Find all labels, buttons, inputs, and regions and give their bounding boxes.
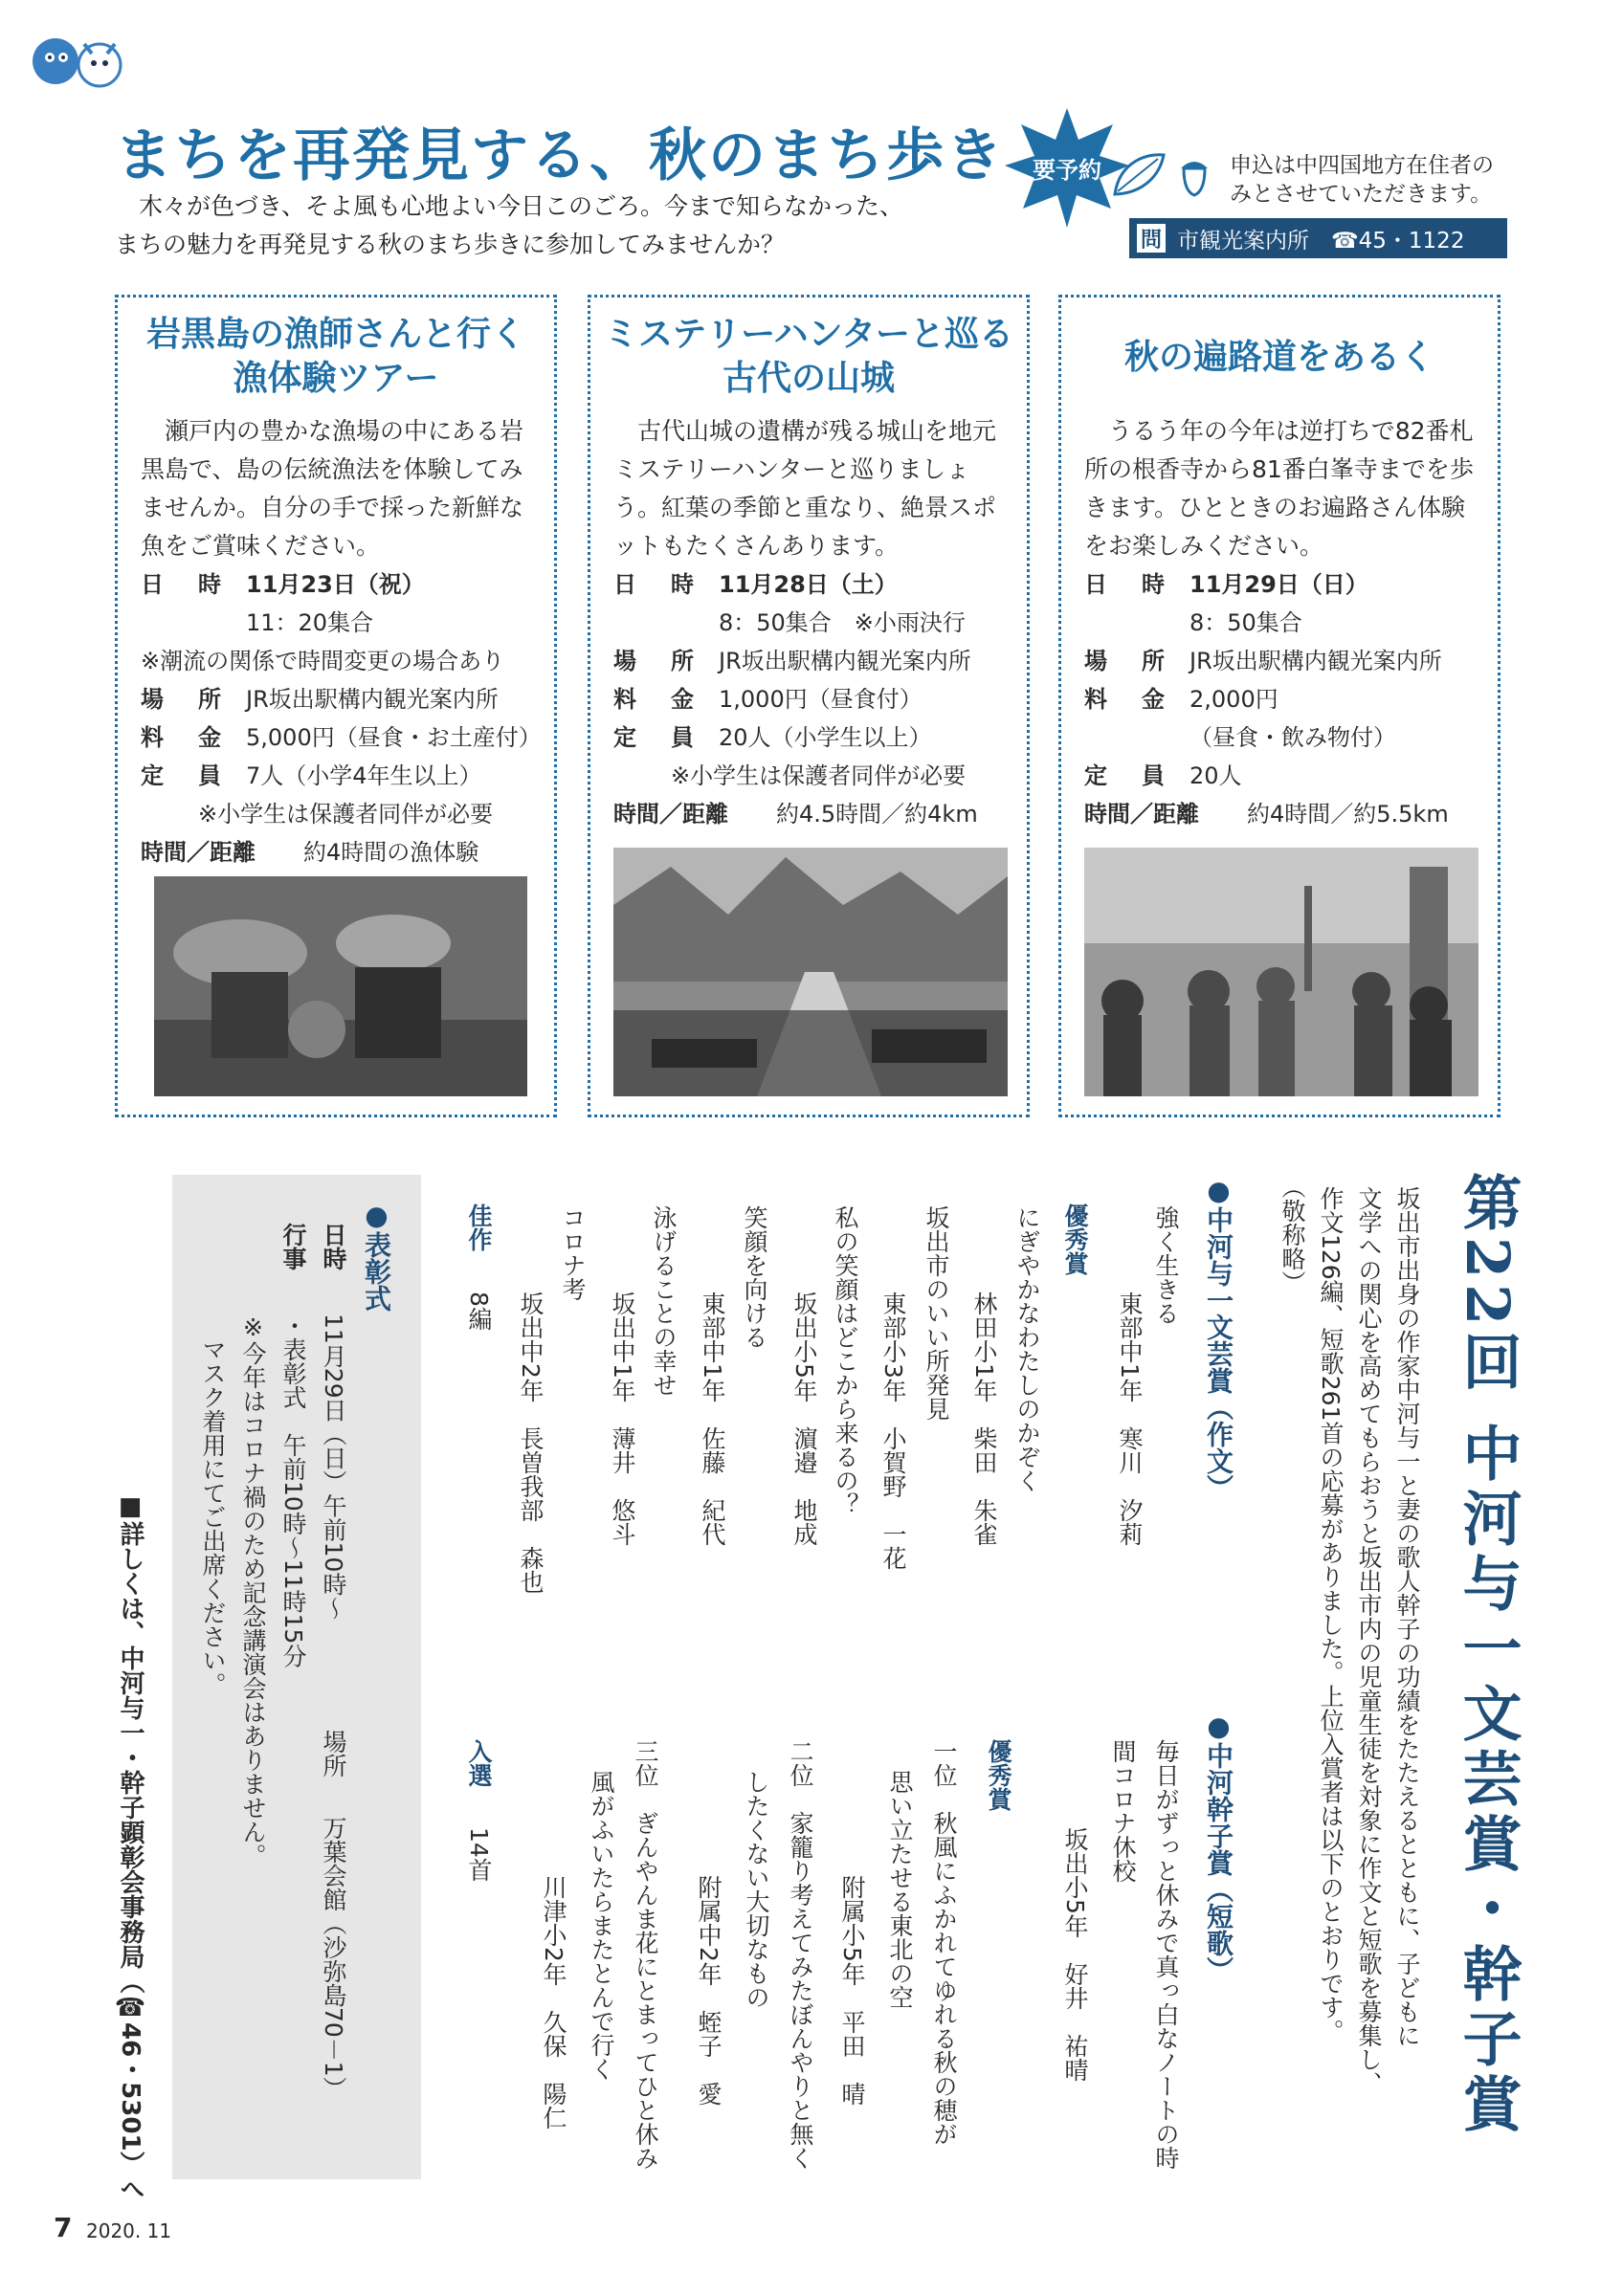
essay-good-label: 佳作 [465, 1203, 493, 1251]
distance-label: 時間／距離 [141, 839, 256, 866]
capacity-note: ※小学生は保護者同伴が必要 [671, 762, 967, 789]
capacity-label: 定 員 [613, 724, 700, 751]
notice-line-2: みとさせていただきます。 [1230, 182, 1493, 207]
page-title: まちを再発見する、秋のまち歩き [115, 122, 1005, 189]
ceremony-box [172, 1175, 421, 2179]
capacity-value: 20人 [1189, 762, 1242, 789]
card-title-line-1: ミステリーハンターと巡る [603, 315, 1014, 354]
essay-excellent-title: コロナ考 [559, 1205, 587, 1301]
distance-value: 約4時間／約5.5km [1247, 801, 1449, 828]
card-description: うるう年の今年は逆打ちで82番札所の根香寺から81番白峯寺までを歩きます。ひとときのお遍路さん体験をお楽しみください。 [1084, 417, 1474, 560]
card-description: 瀬戸内の豊かな漁場の中にある岩黒島で、島の伝統漁法を体験してみませんか。自分の手で採った新鮮な魚をご賞味ください。 [141, 417, 524, 560]
tanka-excellent-label: 優秀賞 [985, 1739, 1012, 1811]
fee-note: （昼食・飲み物付） [1189, 724, 1396, 751]
fee-value: 2,000円 [1189, 686, 1278, 713]
essay-grand-title: 強く生きる [1152, 1205, 1180, 1325]
tanka-excellent-line-1: 二位 家籠り考えてみたぼんやりと無く [787, 1739, 814, 2170]
essay-excellent-author: 坂出中2年 長曽我部 森也 [517, 1292, 545, 1594]
intro-text [115, 188, 995, 264]
essay-excellent-title: 坂出市のいい所発見 [923, 1205, 950, 1421]
mascot-icon [27, 27, 132, 103]
date-value: 11月23日（祝） [246, 571, 425, 598]
tanka-grand-line-1: 毎日がずっと休みで真っ白なノートの時 [1152, 1739, 1180, 2170]
ceremony-place: 万葉会館（沙弥島70－1） [320, 1816, 347, 2101]
issue-date: 2020. 11 [86, 2219, 172, 2242]
ceremony-heading: ●表彰式 [361, 1200, 392, 1312]
capacity-value: 20人（小学生以上） [719, 724, 932, 751]
distance-label: 時間／距離 [1084, 801, 1199, 828]
ceremony-place-label: 場所 [320, 1730, 347, 1777]
award-intro-3: 作文126編、短歌261首の応募がありました。上位入賞者は以下のとおりです。 [1317, 1186, 1345, 2043]
pilgrimage-photo [1084, 848, 1478, 1096]
place-value: JR坂出駅構内観光案内所 [1189, 648, 1442, 674]
place-label: 場 所 [613, 648, 700, 674]
place-value: JR坂出駅構内観光案内所 [246, 686, 499, 713]
essay-excellent-label: 優秀賞 [1061, 1203, 1089, 1275]
tanka-select-count: 14首 [465, 1827, 493, 1882]
notice-line-1: 申込は中四国地方在住者の [1230, 153, 1494, 178]
tanka-excellent-author: 附属小5年 平田 晴 [838, 1875, 866, 2106]
fee-label: 料 金 [141, 724, 227, 751]
capacity-note: ※小学生は保護者同伴が必要 [198, 801, 494, 828]
date-label: 日 時 [613, 571, 700, 598]
ceremony-date: 11月29日（日）午前10時〜 [320, 1314, 347, 1621]
essay-excellent-title: 泳げることの幸せ [650, 1205, 678, 1397]
page-number: 7 [54, 2212, 73, 2243]
essay-excellent-author: 林田小1年 柴田 朱雀 [970, 1292, 998, 1546]
essay-excellent-author: 東部中1年 佐藤 紀代 [699, 1292, 726, 1546]
distance-value: 約4.5時間／約4km [776, 801, 978, 828]
date-label: 日 時 [1084, 571, 1170, 598]
tanka-excellent-author: 附属中2年 蛭子 愛 [695, 1875, 723, 2106]
ceremony-event-label: 行事 [279, 1223, 307, 1270]
essay-excellent-title: 笑顔を向ける [741, 1205, 768, 1349]
essay-excellent-author: 坂出中1年 薄井 悠斗 [609, 1292, 636, 1546]
badge-label: 要予約 [1033, 157, 1101, 184]
notice-text [1230, 151, 1494, 209]
card-title-line-2: 漁体験ツアー [233, 359, 439, 398]
card-title-line-2: 古代の山城 [722, 359, 895, 398]
fee-label: 料 金 [1084, 686, 1170, 713]
tanka-excellent-line-2: 思い立たせる東北の空 [886, 1770, 914, 2009]
contact-label: 問 [1137, 224, 1166, 253]
time-value: 8：50集合 [1189, 609, 1302, 636]
ceremony-note-2: マスク着用にてご出席ください。 [199, 1337, 227, 1696]
ceremony-note-1: ※今年はコロナ禍のため記念講演会はありません。 [239, 1314, 267, 1867]
date-value: 11月29日（日） [1189, 571, 1368, 598]
tanka-award-heading: ●中河幹子賞（短歌） [1203, 1711, 1234, 1983]
date-value: 11月28日（土） [719, 571, 898, 598]
contact-text: 市観光案内所 ☎45・1122 [1177, 228, 1465, 254]
card-info [1084, 565, 1484, 833]
capacity-value: 7人（小学4年生以上） [246, 762, 482, 789]
intro-line-2: まちの魅力を再発見する秋のまち歩きに参加してみませんか？ [115, 231, 786, 258]
capacity-label: 定 員 [141, 762, 227, 789]
time-note: ※潮流の関係で時間変更の場合あり [141, 648, 505, 674]
card-title-line-1: 岩黒島の漁師さんと行く [145, 315, 525, 354]
time-value: 8：50集合 ※小雨決行 [719, 609, 966, 636]
tanka-grand-author: 坂出小5年 好井 祐晴 [1061, 1827, 1089, 2082]
acorn-icon [1177, 153, 1212, 197]
award-title: 第22回 中河与一文芸賞・幹子賞 [1453, 1172, 1523, 2138]
tanka-excellent-line-1: 一位 秋風にふかれてゆれる秋の穂が [930, 1739, 958, 2146]
capacity-label: 定 員 [1084, 762, 1170, 789]
ceremony-date-label: 日時 [320, 1223, 347, 1270]
tour-card-castle [588, 295, 1030, 1117]
detail-contact: ■詳しくは、中河与一・幹子顕彰会事務局（☎46・5301）へ [116, 1492, 145, 2201]
castle-photo [613, 848, 1008, 1096]
tanka-grand-line-2: 間コロナ休校 [1109, 1739, 1137, 1883]
distance-label: 時間／距離 [613, 801, 728, 828]
tanka-excellent-author: 川津小2年 久保 陽仁 [540, 1875, 567, 2130]
card-title [590, 313, 1027, 401]
distance-value: 約4時間の漁体験 [303, 839, 479, 866]
fee-value: 5,000円（昼食・お土産付） [246, 724, 542, 751]
intro-line-1: 木々が色づき、そよ風も心地よい今日このごろ。今まで知らなかった、 [139, 192, 904, 220]
essay-award-heading: ●中河与一文芸賞（作文） [1203, 1175, 1234, 1501]
essay-excellent-author: 東部小3年 小賀野 一花 [879, 1292, 907, 1570]
card-info [613, 565, 1013, 833]
date-label: 日 時 [141, 571, 227, 598]
essay-grand-author: 東部中1年 寒川 汐莉 [1116, 1292, 1144, 1546]
award-intro-2: 文学への関心を高めてもらおうと坂出市内の児童生徒を対象に作文と短歌を募集し、 [1355, 1186, 1383, 2095]
card-info [141, 565, 541, 872]
card-title [118, 313, 554, 401]
fee-label: 料 金 [613, 686, 700, 713]
place-value: JR坂出駅構内観光案内所 [719, 648, 971, 674]
contact-bar [1129, 218, 1507, 258]
card-title: 秋の遍路道をあるく [1123, 338, 1434, 377]
essay-excellent-title: にぎやかなわたしのかぞく [1013, 1205, 1041, 1492]
essay-excellent-title: 私の笑顔はどこから来るの？ [832, 1205, 859, 1516]
tanka-select-label: 入選 [465, 1739, 493, 1787]
tour-card-fishing [115, 295, 557, 1117]
tanka-excellent-line-2: したくない大切なもの [743, 1770, 770, 2009]
fee-value: 1,000円（昼食付） [719, 686, 923, 713]
tanka-excellent-line-1: 三位 ぎんやんま花にとまってひと休み [632, 1739, 659, 2170]
place-label: 場 所 [1084, 648, 1170, 674]
fishing-photo [154, 876, 527, 1096]
tanka-excellent-line-2: 風がふいたらまたとんで行く [588, 1770, 615, 2081]
leaf-icon [1110, 151, 1167, 199]
award-intro-1: 坂出市出身の作家中河与一と妻の歌人幹子の功績をたたえるとともに、子どもに [1393, 1186, 1421, 2047]
award-intro-4: （敬称略） [1278, 1175, 1306, 1294]
essay-excellent-author: 坂出小5年 濵邉 地成 [790, 1292, 818, 1546]
place-label: 場 所 [141, 686, 227, 713]
card-description: 古代山城の遺構が残る城山を地元ミステリーハンターと巡りましょう。紅葉の季節と重なり、絶景スポットもたくさんあります。 [613, 417, 997, 560]
ceremony-event: ・表彰式 午前10時〜11時15分 [279, 1314, 307, 1668]
tour-card-pilgrimage [1058, 295, 1501, 1117]
essay-good-count: 8編 [465, 1292, 493, 1331]
time-value: 11：20集合 [246, 609, 374, 636]
